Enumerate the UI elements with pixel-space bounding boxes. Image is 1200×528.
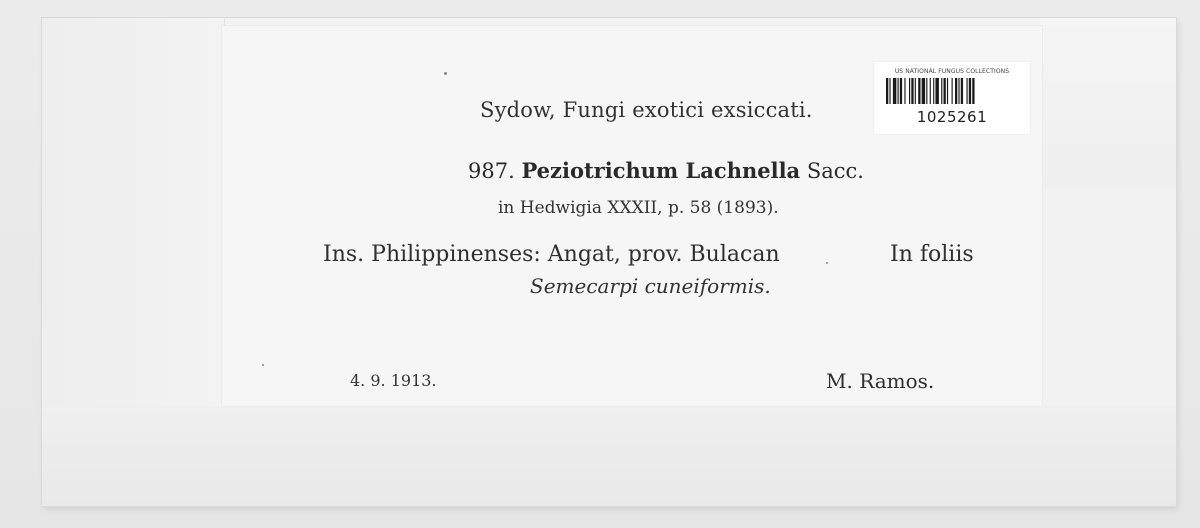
envelope-bottom-fold <box>42 406 1176 506</box>
barcode-bar <box>941 78 942 104</box>
locality: Ins. Philippinenses: Angat, prov. Bulacan <box>323 242 780 267</box>
barcode-bar <box>900 78 902 104</box>
envelope-right-flap <box>1040 18 1176 188</box>
barcode-bar <box>955 78 957 104</box>
barcode-label <box>874 62 1030 134</box>
speck-mark <box>826 262 828 264</box>
barcode-bar <box>915 78 916 104</box>
species-name: Peziotrichum Lachnella <box>521 158 801 183</box>
collector: M. Ramos. <box>826 369 935 393</box>
exsiccata-number: 987. <box>468 159 515 183</box>
barcode-bar <box>911 78 913 104</box>
series-title: Sydow, Fungi exotici exsiccati. <box>480 98 813 122</box>
habitat-line-1: In foliis <box>890 242 974 267</box>
barcode-bar <box>926 78 927 104</box>
barcode-bar <box>930 78 931 104</box>
habitat-line-2: Semecarpi cuneiformis. <box>530 274 771 298</box>
collection-date: 4. 9. 1913. <box>350 371 437 390</box>
barcode-bar <box>886 78 888 104</box>
barcode-bar <box>935 78 938 104</box>
species-line <box>468 160 864 182</box>
barcode-bar <box>972 78 974 104</box>
barcode-bar <box>893 78 896 104</box>
barcode-bar <box>904 78 905 104</box>
speck-mark <box>262 364 264 366</box>
barcode-bar <box>967 78 968 104</box>
barcode-bar <box>918 78 920 104</box>
barcode-bar <box>909 78 910 104</box>
barcode-bar <box>889 78 890 104</box>
barcode-bar <box>944 78 946 104</box>
barcode-bar <box>898 78 899 104</box>
barcode-bar <box>958 78 959 104</box>
barcode-bar <box>922 78 925 104</box>
barcode-bar <box>947 78 948 104</box>
species-authority: Sacc. <box>806 159 864 183</box>
barcode-icon <box>886 78 1018 104</box>
barcode-number: 1025261 <box>916 108 988 126</box>
barcode-bar <box>933 78 934 104</box>
barcode-bar <box>969 78 971 104</box>
barcode-bar <box>961 78 963 104</box>
barcode-caption: US NATIONAL FUNGUS COLLECTIONS <box>894 68 1010 75</box>
citation: in Hedwigia XXXII, p. 58 (1893). <box>498 198 779 218</box>
speck-mark <box>444 72 447 75</box>
barcode-bar <box>952 78 953 104</box>
